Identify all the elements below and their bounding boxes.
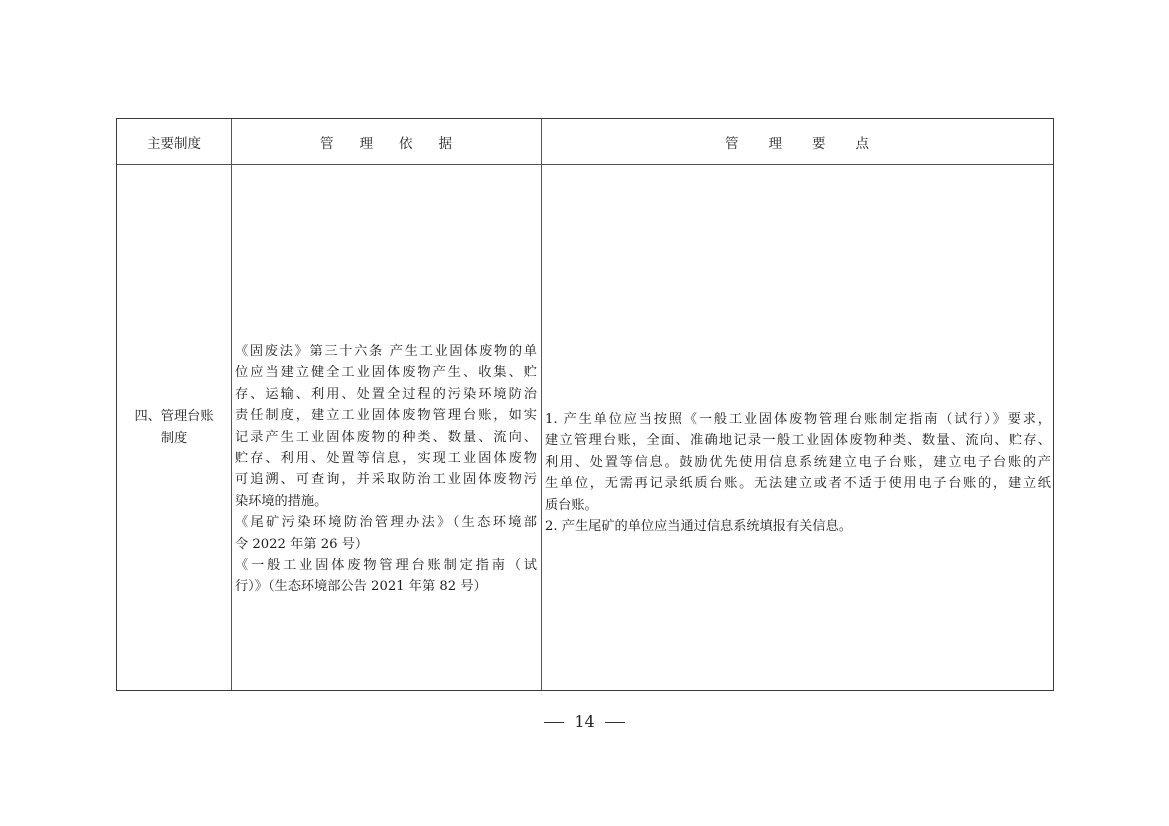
cell-system-name (117, 165, 231, 690)
column-divider (231, 119, 232, 690)
key-points-text (545, 409, 1051, 537)
basis-line: 《固废法》第三十六条 产生工业固体废物的单 (235, 344, 537, 359)
basis-line: 存、运输、利用、处置全过程的污染环境防治 (235, 386, 537, 402)
dash-decoration (605, 722, 625, 723)
basis-line: 位应当建立健全工业固体废物产生、收集、贮 (235, 365, 537, 381)
header-management-key-points: 管理要点 (725, 135, 899, 152)
header-management-basis: 管理依据 (320, 135, 478, 152)
basis-line: 令 2022 年第 26 号） (235, 536, 369, 552)
management-system-table (116, 118, 1054, 691)
page-number: 14 (574, 712, 595, 731)
key-point-line: 质台账。 (545, 497, 598, 513)
basis-line: 染环境的措施。 (235, 493, 328, 509)
cell-management-key-points (545, 165, 1051, 690)
basis-line: 《一般工业固体废物管理台账制定指南（试 (235, 557, 537, 573)
basis-line: 行）》（生态环境部公告 2021 年第 82 号） (235, 579, 487, 595)
key-point-line: 利用、处置等信息。鼓励优先使用信息系统建立电子台账，建立电子台账的产 (545, 454, 1051, 470)
basis-text (235, 341, 537, 598)
column-divider (541, 119, 542, 690)
system-name-line: 制度 (160, 430, 188, 446)
key-point-line: 建立管理台账，全面、准确地记录一般工业固体废物种类、数量、流向、贮存、 (545, 433, 1051, 449)
system-name-line: 四、管理台账 (134, 409, 214, 424)
dash-decoration (544, 722, 564, 723)
key-point-line: 1. 产生单位应当按照《一般工业固体废物管理台账制定指南（试行）》要求， (545, 412, 1051, 427)
header-main-system: 主要制度 (147, 135, 201, 152)
basis-line: 《尾矿污染环境防治管理办法》（生态环境部 (235, 515, 537, 531)
system-name-label (126, 406, 222, 449)
basis-line: 责任制度，建立工业固体废物管理台账，如实 (235, 408, 537, 424)
basis-line: 贮存、利用、处置等信息，实现工业固体废物 (235, 450, 537, 466)
page-footer (0, 712, 1169, 731)
basis-line: 记录产生工业固体废物的种类、数量、流向、 (235, 429, 537, 445)
key-point-line: 2. 产生尾矿的单位应当通过信息系统填报有关信息。 (545, 518, 852, 534)
cell-management-basis (235, 165, 537, 690)
basis-line: 可追溯、可查询，并采取防治工业固体废物污 (235, 472, 537, 488)
key-point-line: 生单位，无需再记录纸质台账。无法建立或者不适于使用电子台账的，建立纸 (545, 476, 1051, 492)
